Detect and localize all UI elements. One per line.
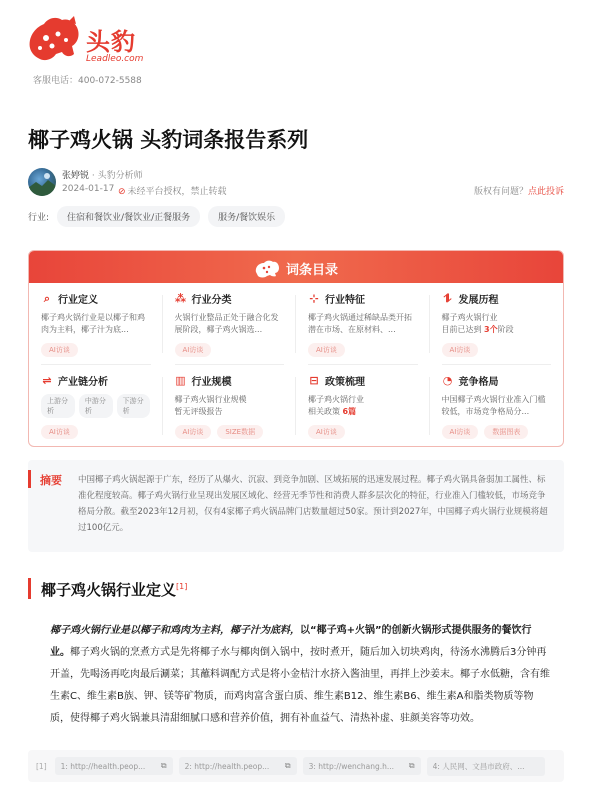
catalog-header — [29, 251, 563, 283]
report-prefix: 版权有问题？ — [473, 187, 528, 197]
catalog-item-title — [442, 373, 552, 388]
catalog-badges — [41, 343, 78, 357]
catalog-badge[interactable]: AI访谈 — [175, 343, 212, 357]
catalog-item[interactable] — [430, 283, 564, 365]
reference-text: 3: http://wenchang.h... — [308, 761, 395, 771]
reference-text: 2: http://health.peop... — [184, 761, 270, 771]
chain-chips — [41, 394, 151, 418]
catalog-item-label: 竞争格局 — [458, 377, 499, 388]
desc-text: 椰子鸡火锅行业 相关政策 — [308, 395, 364, 416]
classification-icon: ⁂ — [174, 292, 187, 305]
catalog-item-desc — [308, 394, 418, 418]
copyright-notice-text: 未经平台授权，禁止转载 — [127, 187, 227, 197]
summary-box — [28, 460, 564, 552]
brand-logo[interactable] — [26, 14, 156, 70]
catalog-item-desc: 椰子鸡火锅行业是以椰子和鸡肉为主料，椰子汁为底... — [41, 313, 145, 334]
industry-tag[interactable]: 住宿和餐饮业/餐饮业/正餐服务 — [57, 206, 200, 227]
catalog-item[interactable] — [430, 365, 564, 447]
catalog-badges — [308, 425, 345, 439]
ban-icon: ⊘ — [118, 187, 126, 197]
desc-text: 阶段 — [497, 325, 514, 334]
catalog-badge[interactable]: AI访谈 — [308, 425, 345, 439]
feature-icon: ⊹ — [309, 292, 319, 305]
catalog-panel — [28, 250, 564, 447]
report-line — [474, 184, 564, 197]
section-title-text: 椰子鸡火锅行业定义 — [41, 581, 177, 599]
reference-text: 4: 人民网、文昌市政府、... — [432, 761, 525, 771]
catalog-badge[interactable]: AI访谈 — [41, 343, 78, 357]
chain-icon: ⇌ — [42, 374, 52, 387]
catalog-item-desc: 中国椰子鸡火锅行业准入门槛较低，市场竞争格局分... — [441, 395, 546, 416]
catalog-item-title — [41, 373, 151, 388]
definition-lead-2: 以“椰子鸡+火锅”的创新火锅形式提供服务的餐饮行业。 — [50, 625, 532, 658]
chain-chip[interactable]: 下游分析 — [117, 394, 151, 418]
scale-icon: ▥ — [175, 374, 186, 387]
copy-icon[interactable]: ⧉ — [284, 761, 291, 770]
catalog-item-title — [175, 373, 285, 388]
desc-text: 椰子鸡火锅行业 目前已达到 — [441, 313, 498, 334]
copy-icon[interactable]: ⧉ — [408, 761, 415, 770]
industry-row — [28, 206, 285, 226]
catalog-badge[interactable]: AI访谈 — [175, 425, 212, 439]
catalog-badges — [41, 425, 78, 439]
reference-link[interactable] — [427, 757, 545, 776]
catalog-item[interactable] — [29, 283, 163, 365]
brand-url: Leadleo.com — [86, 54, 144, 64]
section-body — [50, 620, 550, 730]
catalog-badges — [442, 343, 479, 357]
catalog-badges — [175, 343, 212, 357]
desc-highlight: 6篇 — [342, 407, 357, 416]
catalog-item[interactable] — [163, 283, 297, 365]
service-phone: 客服电话：400-072-5588 — [33, 76, 142, 86]
chain-chip[interactable]: 中游分析 — [79, 394, 113, 418]
chain-chip[interactable]: 上游分析 — [41, 394, 75, 418]
catalog-item-desc: 椰子鸡火锅通过稀缺品类开拓潜在市场、在原材料、... — [308, 313, 412, 334]
reference-link[interactable] — [179, 757, 297, 775]
leopard-logo-icon — [26, 14, 82, 66]
catalog-badge[interactable]: SIZE数据 — [217, 425, 263, 439]
reference-text: 1: http://health.peop... — [60, 761, 146, 771]
catalog-item-desc: 火锅行业整品正处于融合化发展阶段，椰子鸡火锅选... — [174, 313, 279, 334]
definition-body: 椰子鸡火锅的烹煮方式是先将椰子水与椰肉倒入锅中，按时煮开，随后加入切块鸡肉，待汤水沸腾后3分钟再开盖，先喝汤再吃肉最后涮菜；其蘸料调配方式是将小金桔汁水挤入酱油里，再拌上沙姜末。椰子水低糖，含有维生素C、维生素B族、钾、镁等矿物质，而鸡肉富含蛋白质、维生素B12、维生素B6、维生素A和脂类物质等物质，使得椰子鸡火锅兼具清甜细腻口感和营养价值，拥有补血益气、清热补虚、驻颜美容等功效。 — [50, 647, 550, 724]
catalog-item-title — [308, 373, 418, 388]
desc-highlight: 3个 — [484, 325, 498, 334]
policy-icon: ⊟ — [309, 374, 319, 387]
history-icon: ⥮ — [443, 291, 452, 305]
definition-icon: ⌕ — [43, 291, 51, 305]
catalog-grid — [29, 283, 563, 447]
catalog-item-title — [175, 291, 285, 306]
summary-text: 中国椰子鸡火锅起源于广东，经历了从爆火、沉寂、到竞争加剧、区域拓展的迅速发展过程。椰子鸡火锅具备弱加工属性、标准化程度较高。椰子鸡火锅行业呈现出发展区域化、经营无季节性和消费人群多层次化的特征，行业准入门槛较低，市场竞争格局分散。截至2023年12月初，仅有4家椰子鸡火锅品牌门店数量超过50家。预计到2027年，中国椰子鸡火锅行业规模将超过100亿元。 — [78, 475, 548, 533]
copy-icon[interactable]: ⧉ — [160, 761, 167, 770]
catalog-badge[interactable]: 数据图表 — [484, 425, 528, 439]
industry-tag[interactable]: 服务/餐饮娱乐 — [208, 206, 285, 227]
catalog-item-title — [308, 291, 418, 306]
catalog-title: 词条目录 — [285, 263, 339, 278]
industry-label: 行业: — [28, 212, 50, 223]
catalog-badge[interactable]: AI访谈 — [442, 425, 479, 439]
catalog-item-label: 行业特征 — [325, 295, 365, 306]
page-title: 椰子鸡火锅 头豹词条报告系列 — [28, 128, 309, 152]
catalog-item-label: 政策梳理 — [325, 377, 365, 388]
catalog-item[interactable] — [296, 365, 430, 447]
catalog-item-title — [442, 291, 552, 306]
catalog-item[interactable] — [29, 365, 163, 447]
catalog-item-label: 行业规模 — [191, 377, 232, 388]
catalog-item-desc — [442, 312, 552, 336]
footnote-ref[interactable]: [1] — [176, 582, 188, 591]
catalog-item-label: 行业分类 — [191, 295, 232, 306]
publish-date: 2024-01-17 — [62, 184, 115, 194]
summary-label: 摘要 — [40, 474, 62, 487]
catalog-item-label: 发展历程 — [458, 295, 499, 306]
catalog-badges — [442, 425, 529, 439]
catalog-badges — [308, 343, 345, 357]
brand-name: 头豹 — [86, 28, 136, 56]
avatar[interactable] — [28, 168, 56, 196]
catalog-item-title — [41, 291, 151, 306]
leopard-logo-icon — [254, 260, 280, 278]
report-link[interactable]: 点此投诉 — [527, 187, 564, 197]
competition-icon: ◔ — [442, 374, 453, 387]
catalog-item[interactable] — [163, 365, 297, 447]
catalog-badge[interactable]: AI访谈 — [442, 343, 479, 357]
catalog-badge[interactable]: AI访谈 — [41, 425, 78, 439]
summary-accent-bar — [28, 470, 31, 488]
reference-link[interactable] — [303, 757, 421, 775]
catalog-item[interactable] — [296, 283, 430, 365]
catalog-item-label: 产业链分析 — [58, 377, 108, 388]
catalog-badge[interactable]: AI访谈 — [308, 343, 345, 357]
reference-bar — [28, 750, 564, 782]
author-line — [62, 168, 143, 181]
section-title — [28, 578, 187, 599]
reference-label: [1] — [36, 761, 47, 771]
avatar-image-icon — [28, 168, 56, 196]
author-name[interactable]: 张婷锐 — [62, 171, 90, 181]
catalog-item-label: 行业定义 — [58, 295, 98, 306]
author-role: · 头豹分析师 — [91, 171, 143, 181]
copyright-notice — [118, 184, 227, 197]
catalog-item-desc: 椰子鸡火锅行业规模 暂无评级报告 — [174, 395, 247, 416]
reference-link[interactable] — [55, 757, 173, 775]
catalog-badges — [175, 425, 264, 439]
definition-lead: 椰子鸡火锅行业是以椰子和鸡肉为主料，椰子汁为底料， — [50, 625, 300, 636]
